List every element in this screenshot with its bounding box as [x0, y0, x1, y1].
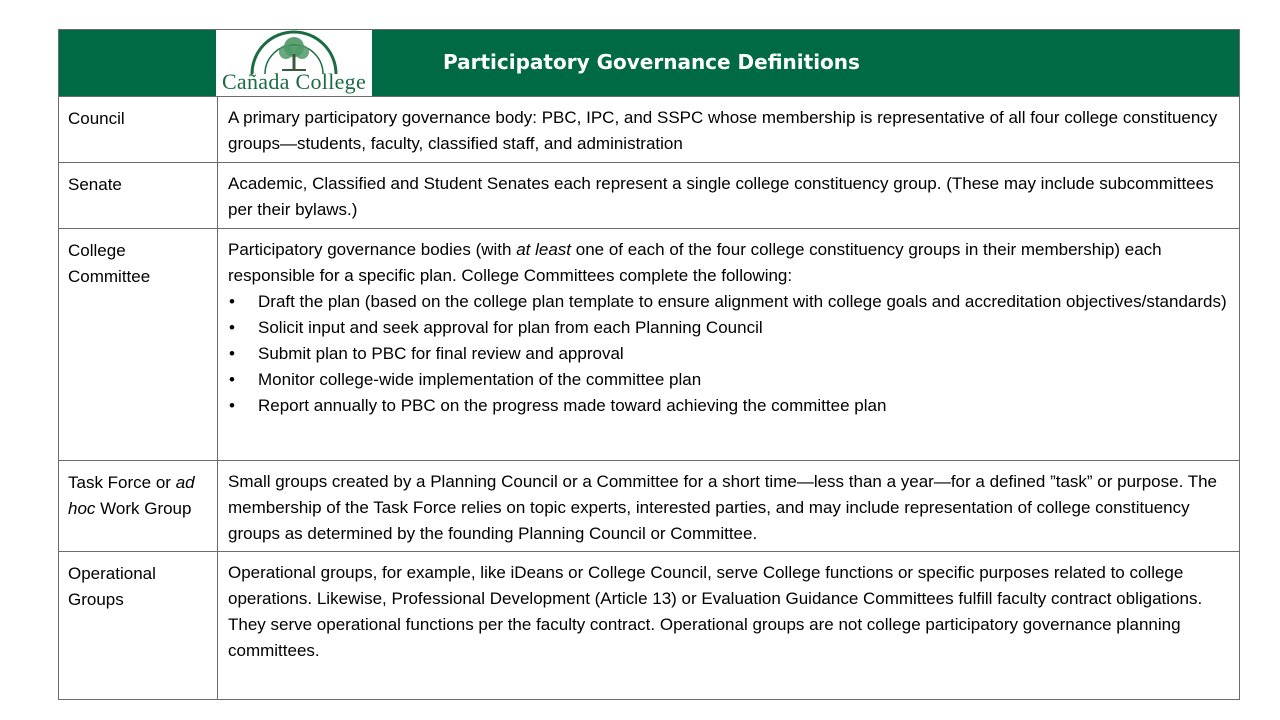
list-item: • Solicit input and seek approval for plan from each Planning Council [228, 315, 1229, 341]
college-logo-text: Cañada College [221, 69, 367, 94]
definition-cell: Operational groups, for example, like iDeans or College Council, serve College functions or specific purposes related to college operations. Likewise, Professional Development (Article 13) or Evaluation Guidance Committees fulfill faculty contract obligations. They serve operational functions per the faculty contract. Operational groups are not college participatory governance planning committees. [228, 563, 1203, 660]
table-row-senate [59, 163, 1239, 229]
table-row-council [59, 97, 1239, 163]
term-text-pre: Task Force or [68, 473, 176, 492]
table-row-college-committee [59, 229, 1239, 461]
college-logo [216, 30, 372, 96]
page-title: Participatory Governance Definitions [443, 50, 860, 74]
definition-emphasis: at least [516, 240, 572, 259]
list-item: • Draft the plan (based on the college plan template to ensure alignment with college goals and accreditation objectives/standards) [228, 289, 1229, 315]
list-item: • Submit plan to PBC for final review and approval [228, 341, 1229, 367]
definition-cell [218, 229, 1239, 419]
list-item: • Monitor college-wide implementation of the committee plan [228, 367, 1229, 393]
table-header [59, 30, 1239, 97]
definitions-table [58, 29, 1240, 700]
definition-text-pre: Participatory governance bodies (with [228, 240, 517, 259]
table-row-operational-groups [59, 552, 1239, 699]
definition-cell: Academic, Classified and Student Senates each represent a single college constituency group. (These may include subcommittees per their bylaws.) [228, 174, 1214, 219]
term-text-post: Work Group [95, 499, 192, 518]
term-emphasis: ad hoc [68, 473, 195, 518]
term-cell: Senate [59, 163, 218, 228]
term-cell: Council [59, 97, 218, 162]
definition-intro [228, 237, 1229, 289]
definition-cell: Small groups created by a Planning Council or a Committee for a short time—less than a year—for a defined ”task” or purpose. The membership of the Task Force relies on topic experts, interested parties, and may include representation of college constituency groups as determined by the founding Planning Council or Committee. [228, 472, 1217, 543]
term-cell [59, 461, 218, 551]
term-cell: College Committee [59, 229, 218, 460]
table-row-task-force [59, 461, 1239, 552]
bullet-list [228, 289, 1229, 419]
term-cell: Operational Groups [59, 552, 218, 699]
definition-cell: A primary participatory governance body: PBC, IPC, and SSPC whose membership is representative of all four college constituency groups—students, faculty, classified staff, and administration [228, 108, 1218, 153]
definition-text-post: one of each of the four college constituency groups in their membership) each responsible for a specific plan. College Committees complete the following: [228, 240, 1162, 285]
tree-icon [216, 30, 372, 74]
list-item: • Report annually to PBC on the progress made toward achieving the committee plan [228, 393, 1229, 419]
